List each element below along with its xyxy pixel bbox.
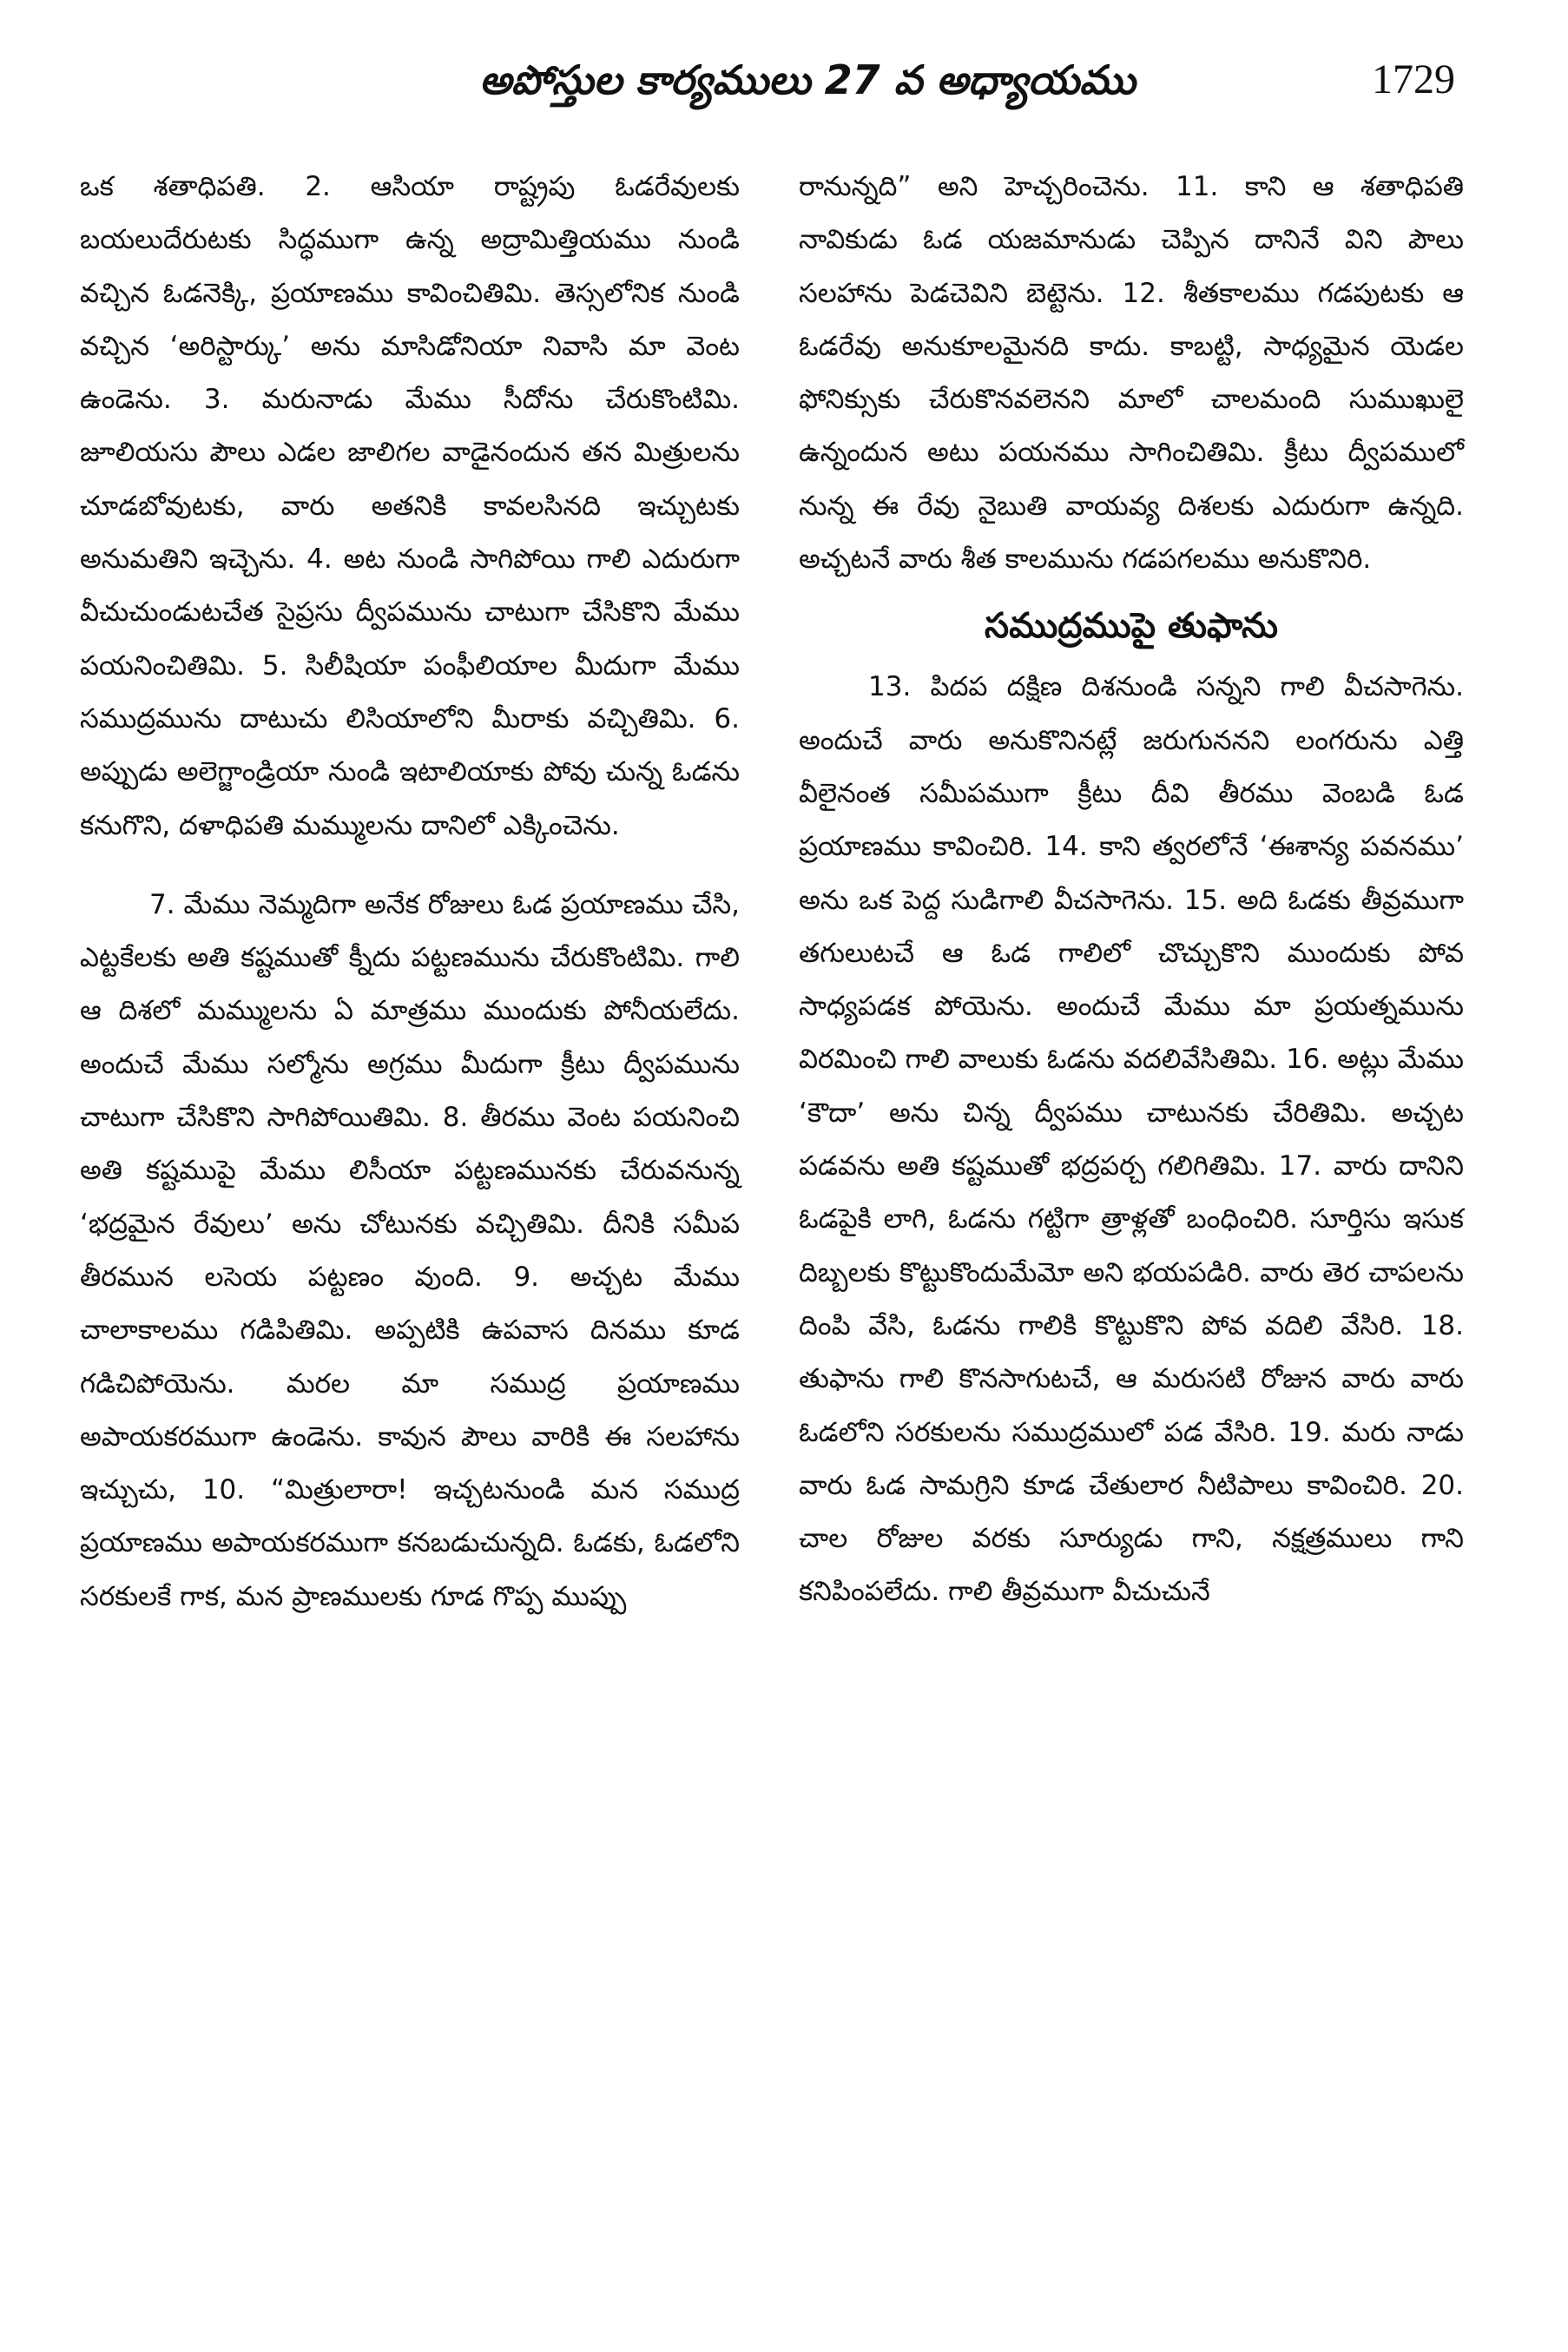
right-column xyxy=(799,161,1464,1619)
left-column xyxy=(80,161,740,1624)
paragraph: 13. పిదప దక్షిణ దిశనుండి సన్నని గాలి వీచసాగెను. అందుచే వారు అనుకొనినట్లే జరుగుననని లంగరును ఎత్తి వీలైనంత సమీపముగా క్రీటు దీవి తీరము వెంబడి ఓడ ప్రయాణము కావించిరి. 14. కాని త్వరలోనే ‘ఈశాన్య పవనము’ అను ఒక పెద్ద సుడిగాలి వీచసాగెను. 15. అది ఓడకు తీవ్రముగా తగులుటచే ఆ ఓడ గాలిలో చొచ్చుకొని ముందుకు పోవ సాధ్యపడక పోయెను. అందుచే మేము మా ప్రయత్నమును విరమించి గాలి వాలుకు ఓడను వదలివేసితిమి. 16. అట్లు మేము ‘కౌదా’ అను చిన్న ద్వీపము చాటునకు చేరితిమి. అచ్చట పడవను అతి కష్టముతో భద్రపర్చ గలిగితిమి. 17. వారు దానిని ఓడపైకి లాగి, ఓడను గట్టిగా త్రాళ్లతో బంధించిరి. సూర్తిసు ఇసుక దిబ్బలకు కొట్టుకొందుమేమో అని భయపడిరి. వారు తెర చాపలను దింపి వేసి, ఓడను గాలికి కొట్టుకొని పోవ వదిలి వేసిరి. 18. తుఫాను గాలి కొనసాగుటచే, ఆ మరుసటి రోజున వారు వారు ఓడలోని సరకులను సముద్రములో పడ వేసిరి. 19. మరు నాడు వారు ఓడ సామగ్రిని కూడ చేతులార నీటిపాలు కావించిరి. 20. చాల రోజుల వరకు సూర్యుడు గాని, నక్షత్రములు గాని కనిపింపలేదు. గాలి తీవ్రముగా వీచుచునే xyxy=(799,671,1464,1608)
running-header xyxy=(0,45,1568,115)
paragraph: రానున్నది” అని హెచ్చరించెను. 11. కాని ఆ శతాధిపతి నావికుడు ఓడ యజమానుడు చెప్పిన దానినే విని పౌలు సలహాను పెడచెవిని బెట్టెను. 12. శీతకాలము గడపుటకు ఆ ఓడరేవు అనుకూలమైనది కాదు. కాబట్టి, సాధ్యమైన యెడల ఫోనిక్సుకు చేరుకొనవలెనని మాలో చాలమంది సుముఖులై ఉన్నందున అటు పయనము సాగించితిమి. క్రీటు ద్వీపములో నున్న ఈ రేవు నైబుతి వాయవ్య దిశలకు ఎదురుగా ఉన్నది. అచ్చటనే వారు శీత కాలమును గడపగలము అనుకొనిరి. xyxy=(799,171,1464,576)
section-heading: సముద్రముపై తుఫాను xyxy=(985,606,1278,647)
page-number: 1729 xyxy=(1372,56,1455,102)
paragraph: ఒక శతాధిపతి. 2. ఆసియా రాష్ట్రపు ఓడరేవులకు బయలుదేరుటకు సిద్ధముగా ఉన్న అద్రామిత్తియము నుండి వచ్చిన ఓడనెక్కి, ప్రయాణము కావించితిమి. తెస్సలోనిక నుండి వచ్చిన ‘అరిస్టార్కు’ అను మాసిడోనియా నివాసి మా వెంట ఉండెను. 3. మరునాడు మేము సీదోను చేరుకొంటిమి. జూలియసు పౌలు ఎడల జాలిగల వాడైనందున తన మిత్రులను చూడబోవుటకు, వారు అతనికి కావలసినది ఇచ్చుటకు అనుమతిని ఇచ్చెను. 4. అట నుండి సాగిపోయి గాలి ఎదురుగా వీచుచుండుటచేత సైప్రసు ద్వీపమును చాటుగా చేసికొని మేము పయనించితిమి. 5. సిలీషియా పంఫీలియాల మీదుగా మేము సముద్రమును దాటుచు లిసియాలోని మీరాకు వచ్చితిమి. 6. అప్పుడు అలెగ్జాండ్రియా నుండి ఇటాలియాకు పోవు చున్న ఓడను కనుగొని, దళాధిపతి మమ్ములను దానిలో ఎక్కించెను. xyxy=(80,171,740,841)
running-title: అపోస్తుల కార్యములు 27 వ అధ్యాయము xyxy=(479,56,1136,103)
paragraph: 7. మేము నెమ్మదిగా అనేక రోజులు ఓడ ప్రయాణము చేసి, ఎట్టకేలకు అతి కష్టముతో క్నీదు పట్టణమును చేరుకొంటిమి. గాలి ఆ దిశలో మమ్ములను ఏ మాత్రము ముందుకు పోనీయలేదు. అందుచే మేము సల్మోను అగ్రము మీదుగా క్రీటు ద్వీపమును చాటుగా చేసికొని సాగిపోయితిమి. 8. తీరము వెంట పయనించి అతి కష్టముపై మేము లిసీయా పట్టణమునకు చేరువనున్న ‘భద్రమైన రేవులు’ అను చోటునకు వచ్చితిమి. దీనికి సమీప తీరమున లసెయ పట్టణం వుంది. 9. అచ్చట మేము చాలాకాలము గడిపితిమి. అప్పటికి ఉపవాస దినము కూడ గడిచిపోయెను. మరల మా సముద్ర ప్రయాణము అపాయకరముగా ఉండెను. కావున పౌలు వారికి ఈ సలహాను ఇచ్చుచు, 10. “మిత్రులారా! ఇచ్చటనుండి మన సముద్ర ప్రయాణము అపాయకరముగా కనబడుచున్నది. ఓడకు, ఓడలోని సరకులకే గాక, మన ప్రాణములకు గూడ గొప్ప ముప్పు xyxy=(80,888,740,1612)
